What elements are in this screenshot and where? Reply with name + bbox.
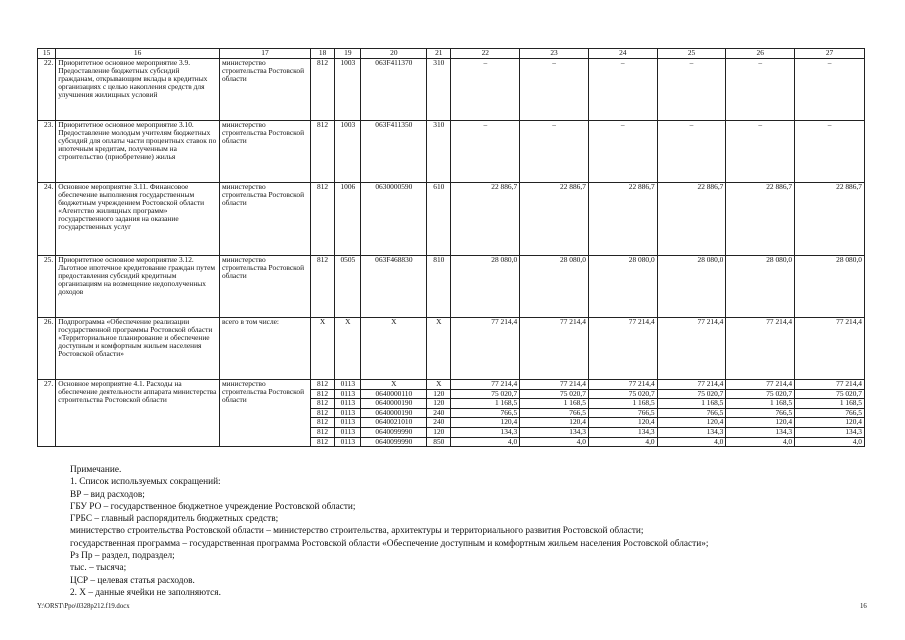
year-value-cell: 120,4 bbox=[588, 418, 657, 428]
measure-description-cell: Основное мероприятие 4.1. Расходы на обеспечение деятельности аппарата министерства строительства Ростовской области bbox=[56, 380, 220, 447]
rzpr-cell: 0113 bbox=[335, 418, 361, 428]
grbs-cell: 812 bbox=[310, 427, 334, 437]
year-value-cell: – bbox=[726, 59, 795, 121]
year-value-cell: 766,5 bbox=[451, 408, 520, 418]
vr-cell: 120 bbox=[427, 399, 451, 409]
year-value-cell: 22 886,7 bbox=[657, 183, 726, 256]
csr-cell: 0640000190 bbox=[361, 408, 427, 418]
budget-table bbox=[37, 48, 865, 447]
year-value-cell: 1 168,5 bbox=[726, 399, 795, 409]
column-number-header: 23 bbox=[520, 49, 589, 59]
column-number-header: 26 bbox=[726, 49, 795, 59]
vr-cell: 120 bbox=[427, 389, 451, 399]
csr-cell: 0640000110 bbox=[361, 389, 427, 399]
year-value-cell: 77 214,4 bbox=[657, 318, 726, 380]
year-value-cell: 77 214,4 bbox=[726, 380, 795, 390]
grbs-cell: 812 bbox=[310, 418, 334, 428]
year-value-cell: – bbox=[520, 59, 589, 121]
year-value-cell: 22 886,7 bbox=[451, 183, 520, 256]
column-number-header: 15 bbox=[38, 49, 56, 59]
measure-description-cell: Подпрограмма «Обеспечение реализации государственной программы Ростовской области «Территориальное планирование и обеспечение доступным и комфортным жильем населения Ростовской области» bbox=[56, 318, 220, 380]
measure-description-cell: Приоритетное основное мероприятие 3.10. Предоставление молодым учителям бюджетных субсидий для оплаты части процентных ставок по ипотечным кредитам, полученным на строительство (приобретение) жилья bbox=[56, 121, 220, 183]
executor-cell: министерство строительства Ростовской области bbox=[219, 380, 310, 447]
note-line: ГБУ РО – государственное бюджетное учреждение Ростовской области; bbox=[70, 501, 356, 512]
note-line: 2. X – данные ячейки не заполняются. bbox=[70, 587, 221, 598]
vr-cell: 240 bbox=[427, 408, 451, 418]
year-value-cell: 75 020,7 bbox=[795, 389, 865, 399]
row-number-cell: 22. bbox=[38, 59, 56, 121]
year-value-cell: – bbox=[451, 59, 520, 121]
year-value-cell: 766,5 bbox=[657, 408, 726, 418]
year-value-cell: 134,3 bbox=[588, 427, 657, 437]
year-value-cell: 75 020,7 bbox=[520, 389, 589, 399]
year-value-cell: 134,3 bbox=[726, 427, 795, 437]
year-value-cell: 120,4 bbox=[451, 418, 520, 428]
year-value-cell: 1 168,5 bbox=[520, 399, 589, 409]
measure-description-cell: Приоритетное основное мероприятие 3.9. Предоставление бюджетных субсидий гражданам, открывающим вклады в кредитных организациях с целью накопления средств для улучшения жилищных условий bbox=[56, 59, 220, 121]
column-number-header: 27 bbox=[795, 49, 865, 59]
column-number-header: 20 bbox=[361, 49, 427, 59]
year-value-cell: 22 886,7 bbox=[588, 183, 657, 256]
year-value-cell: 28 080,0 bbox=[726, 256, 795, 318]
rzpr-cell: 1003 bbox=[335, 121, 361, 183]
grbs-cell: 812 bbox=[310, 59, 334, 121]
year-value-cell: 120,4 bbox=[726, 418, 795, 428]
note-line: ЦСР – целевая статья расходов. bbox=[70, 575, 195, 586]
year-value-cell: 120,4 bbox=[657, 418, 726, 428]
notes-heading: Примечание. bbox=[70, 465, 122, 475]
rzpr-cell: 0113 bbox=[335, 399, 361, 409]
year-value-cell: 4,0 bbox=[520, 437, 589, 447]
note-line: тыс. – тысяча; bbox=[70, 563, 127, 574]
rzpr-cell: 0113 bbox=[335, 437, 361, 447]
year-value-cell: 77 214,4 bbox=[588, 380, 657, 390]
measure-description-cell: Приоритетное основное мероприятие 3.12. Льготное ипотечное кредитование граждан путем предоставления субсидий кредитным организациям на возмещение недополученных доходов bbox=[56, 256, 220, 318]
year-value-cell: 766,5 bbox=[588, 408, 657, 418]
year-value-cell: 28 080,0 bbox=[588, 256, 657, 318]
note-line: ГРБС – главный распорядитель бюджетных средств; bbox=[70, 514, 279, 525]
year-value-cell: 4,0 bbox=[726, 437, 795, 447]
year-value-cell: 4,0 bbox=[451, 437, 520, 447]
vr-cell: X bbox=[427, 380, 451, 390]
year-value-cell: 75 020,7 bbox=[588, 389, 657, 399]
year-value-cell: 1 168,5 bbox=[451, 399, 520, 409]
year-value-cell: 77 214,4 bbox=[520, 380, 589, 390]
year-value-cell: 77 214,4 bbox=[795, 318, 865, 380]
year-value-cell: 4,0 bbox=[795, 437, 865, 447]
csr-cell: X bbox=[361, 318, 427, 380]
rzpr-cell: 1006 bbox=[335, 183, 361, 256]
column-number-header: 25 bbox=[657, 49, 726, 59]
rzpr-cell: 0113 bbox=[335, 408, 361, 418]
table-row bbox=[38, 318, 865, 380]
vr-cell: 610 bbox=[427, 183, 451, 256]
vr-cell: 310 bbox=[427, 59, 451, 121]
grbs-cell: 812 bbox=[310, 437, 334, 447]
csr-cell: 063F411370 bbox=[361, 59, 427, 121]
grbs-cell: X bbox=[310, 318, 334, 380]
year-value-cell: – bbox=[588, 121, 657, 183]
rzpr-cell: X bbox=[335, 318, 361, 380]
grbs-cell: 812 bbox=[310, 380, 334, 390]
year-value-cell: – bbox=[520, 121, 589, 183]
rzpr-cell: 0113 bbox=[335, 389, 361, 399]
footer-file-path: Y:\ORST\Ppo\0328p212.f19.docx bbox=[37, 603, 130, 610]
year-value-cell: 120,4 bbox=[795, 418, 865, 428]
year-value-cell: 766,5 bbox=[795, 408, 865, 418]
year-value-cell: 77 214,4 bbox=[795, 380, 865, 390]
notes-block bbox=[70, 464, 870, 599]
grbs-cell: 812 bbox=[310, 121, 334, 183]
row-number-cell: 26. bbox=[38, 318, 56, 380]
year-value-cell: 22 886,7 bbox=[795, 183, 865, 256]
year-value-cell: 22 886,7 bbox=[520, 183, 589, 256]
note-line: 1. Список используемых сокращений: bbox=[70, 477, 221, 488]
year-value-cell: 75 020,7 bbox=[726, 389, 795, 399]
year-value-cell: 766,5 bbox=[520, 408, 589, 418]
vr-cell: 120 bbox=[427, 427, 451, 437]
year-value-cell: 75 020,7 bbox=[657, 389, 726, 399]
rzpr-cell: 1003 bbox=[335, 59, 361, 121]
year-value-cell: 1 168,5 bbox=[795, 399, 865, 409]
year-value-cell: 28 080,0 bbox=[657, 256, 726, 318]
column-number-header: 21 bbox=[427, 49, 451, 59]
grbs-cell: 812 bbox=[310, 183, 334, 256]
header-row bbox=[38, 49, 865, 59]
column-number-header: 24 bbox=[588, 49, 657, 59]
vr-cell: 810 bbox=[427, 256, 451, 318]
year-value-cell: 75 020,7 bbox=[451, 389, 520, 399]
table-row bbox=[38, 183, 865, 256]
year-value-cell: – bbox=[795, 59, 865, 121]
executor-cell: министерство строительства Ростовской области bbox=[219, 183, 310, 256]
year-value-cell: 77 214,4 bbox=[657, 380, 726, 390]
row-number-cell: 24. bbox=[38, 183, 56, 256]
csr-cell: 063F411350 bbox=[361, 121, 427, 183]
year-value-cell: 1 168,5 bbox=[657, 399, 726, 409]
grbs-cell: 812 bbox=[310, 399, 334, 409]
csr-cell: 0640021010 bbox=[361, 418, 427, 428]
executor-cell: министерство строительства Ростовской области bbox=[219, 256, 310, 318]
executor-cell: министерство строительства Ростовской области bbox=[219, 59, 310, 121]
csr-cell: 0640099990 bbox=[361, 427, 427, 437]
column-number-header: 22 bbox=[451, 49, 520, 59]
year-value-cell: 134,3 bbox=[520, 427, 589, 437]
note-line: Рз Пр – раздел, подраздел; bbox=[70, 551, 175, 562]
year-value-cell: 134,3 bbox=[657, 427, 726, 437]
grbs-cell: 812 bbox=[310, 389, 334, 399]
grbs-cell: 812 bbox=[310, 408, 334, 418]
year-value-cell: 134,3 bbox=[795, 427, 865, 437]
column-number-header: 17 bbox=[219, 49, 310, 59]
year-value-cell: 766,5 bbox=[726, 408, 795, 418]
table-row bbox=[38, 256, 865, 318]
year-value-cell: 22 886,7 bbox=[726, 183, 795, 256]
year-value-cell: 77 214,4 bbox=[451, 318, 520, 380]
year-value-cell: 77 214,4 bbox=[726, 318, 795, 380]
vr-cell: 310 bbox=[427, 121, 451, 183]
grbs-cell: 812 bbox=[310, 256, 334, 318]
year-value-cell: – bbox=[795, 121, 865, 183]
row-number-cell: 27. bbox=[38, 380, 56, 447]
year-value-cell: 4,0 bbox=[657, 437, 726, 447]
table-row bbox=[38, 380, 865, 390]
note-line: министерство строительства Ростовской области – министерство строительства, архитектуры и территориального развития Ростовской области; bbox=[70, 526, 644, 537]
year-value-cell: 134,3 bbox=[451, 427, 520, 437]
executor-cell: всего в том числе: bbox=[219, 318, 310, 380]
csr-cell: 0640099990 bbox=[361, 437, 427, 447]
year-value-cell: – bbox=[726, 121, 795, 183]
csr-cell: X bbox=[361, 380, 427, 390]
page-number: 16 bbox=[860, 603, 867, 610]
vr-cell: 850 bbox=[427, 437, 451, 447]
year-value-cell: – bbox=[657, 59, 726, 121]
column-number-header: 16 bbox=[56, 49, 220, 59]
year-value-cell: 1 168,5 bbox=[588, 399, 657, 409]
table-row bbox=[38, 59, 865, 121]
year-value-cell: 77 214,4 bbox=[451, 380, 520, 390]
rzpr-cell: 0113 bbox=[335, 380, 361, 390]
year-value-cell: – bbox=[451, 121, 520, 183]
vr-cell: 240 bbox=[427, 418, 451, 428]
csr-cell: 063F468830 bbox=[361, 256, 427, 318]
year-value-cell: 28 080,0 bbox=[451, 256, 520, 318]
vr-cell: X bbox=[427, 318, 451, 380]
year-value-cell: – bbox=[657, 121, 726, 183]
rzpr-cell: 0113 bbox=[335, 427, 361, 437]
table-row bbox=[38, 121, 865, 183]
year-value-cell: 28 080,0 bbox=[520, 256, 589, 318]
column-number-header: 18 bbox=[310, 49, 334, 59]
year-value-cell: 4,0 bbox=[588, 437, 657, 447]
executor-cell: министерство строительства Ростовской области bbox=[219, 121, 310, 183]
year-value-cell: 77 214,4 bbox=[520, 318, 589, 380]
csr-cell: 0640000190 bbox=[361, 399, 427, 409]
year-value-cell: 77 214,4 bbox=[588, 318, 657, 380]
year-value-cell: – bbox=[588, 59, 657, 121]
rzpr-cell: 0505 bbox=[335, 256, 361, 318]
note-line: ВР – вид расходов; bbox=[70, 489, 145, 500]
measure-description-cell: Основное мероприятие 3.11. Финансовое обеспечение выполнения государственным бюджетным учреждением Ростовской области «Агентство жилищных программ» государственного задания на оказание государственных услуг bbox=[56, 183, 220, 256]
note-line: государственная программа – государственная программа Ростовской области «Обеспечение доступным и комфортным жильем населения Ростовской области»; bbox=[70, 538, 709, 549]
column-number-header: 19 bbox=[335, 49, 361, 59]
csr-cell: 0630000590 bbox=[361, 183, 427, 256]
row-number-cell: 23. bbox=[38, 121, 56, 183]
year-value-cell: 28 080,0 bbox=[795, 256, 865, 318]
year-value-cell: 120,4 bbox=[520, 418, 589, 428]
row-number-cell: 25. bbox=[38, 256, 56, 318]
